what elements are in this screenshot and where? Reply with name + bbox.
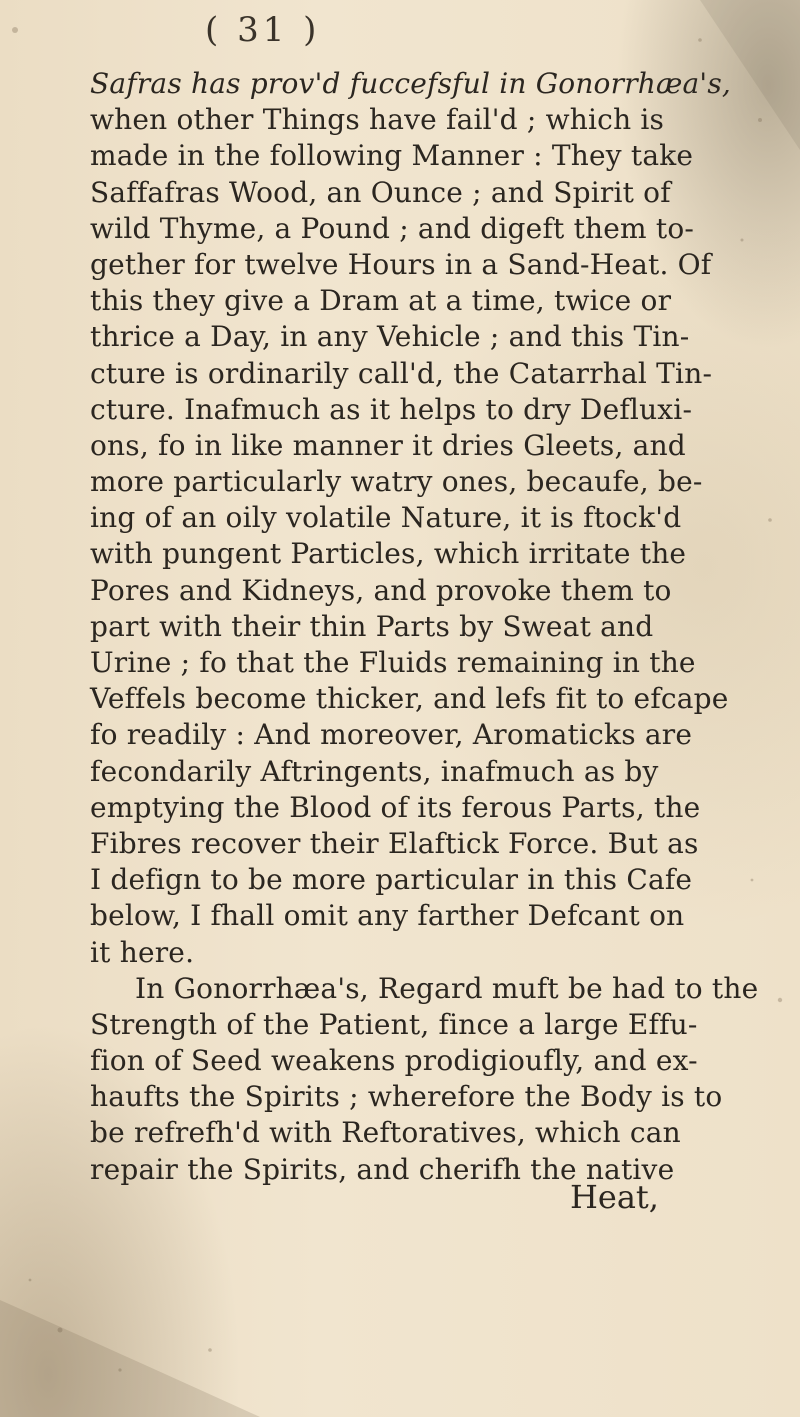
text-line: fo readily : And moreover, Aromaticks are: [90, 718, 693, 752]
text-line: part with their thin Parts by Sweat and: [90, 609, 654, 643]
text-line: wild Thyme, a Pound ; and digeft them to-: [90, 211, 695, 245]
text-line: cture is ordinarily call'd, the Catarrhal Tin-: [90, 356, 713, 390]
text-line: Pores and Kidneys, and provoke them to: [90, 573, 672, 607]
text-line: Veffels become thicker, and lefs fit to efcape: [90, 682, 729, 716]
text-line: fion of Seed weakens prodigioufly, and ex-: [90, 1044, 698, 1078]
text-line: Fibres recover their Elaftick Force. But as: [90, 826, 699, 860]
text-line: ing of an oily volatile Nature, it is ftock'd: [90, 501, 682, 535]
text-line: gether for twelve Hours in a Sand-Heat. Of: [90, 247, 712, 281]
text-line: fecondarily Aftringents, inafmuch as by: [90, 754, 659, 788]
text-line: below, I fhall omit any farther Defcant on: [90, 899, 685, 933]
text-line: haufts the Spirits ; wherefore the Body is to: [90, 1080, 723, 1114]
text-line: be refrefh'd with Reftoratives, which can: [90, 1116, 681, 1150]
page-number: ( 31 ): [205, 10, 321, 50]
body-text: [30, 66, 759, 1188]
text-line: Strength of the Patient, fince a large Effu-: [90, 1007, 698, 1041]
text-line: with pungent Particles, which irritate the: [90, 537, 687, 571]
text-line: when other Things have fail'd ; which is: [90, 103, 665, 137]
text-line: it here.: [90, 935, 195, 969]
text-line: ons, fo in like manner it dries Gleets, and: [90, 428, 686, 462]
text-line: repair the Spirits, and cherifh the native: [90, 1152, 675, 1186]
paragraph-start-line: In Gonorrhæa's, Regard muft be had to the: [135, 971, 759, 1005]
text-line: I defign to be more particular in this Cafe: [90, 863, 693, 897]
text-line: Safras has prov'd fuccefsful in Gonorrhæa's,: [90, 67, 731, 100]
text-line: more particularly watry ones, becaufe, be-: [90, 465, 703, 499]
text-line: made in the following Manner : They take: [90, 139, 694, 173]
catchword: Heat,: [570, 1178, 659, 1216]
text-line: emptying the Blood of its ferous Parts, the: [90, 790, 701, 824]
text-line: cture. Inafmuch as it helps to dry Defluxi-: [90, 392, 693, 426]
text-line: Saffafras Wood, an Ounce ; and Spirit of: [90, 175, 671, 209]
text-line: this they give a Dram at a time, twice or: [90, 284, 672, 318]
text-line: thrice a Day, in any Vehicle ; and this Tin-: [90, 320, 690, 354]
text-line: Urine ; fo that the Fluids remaining in the: [90, 646, 696, 679]
